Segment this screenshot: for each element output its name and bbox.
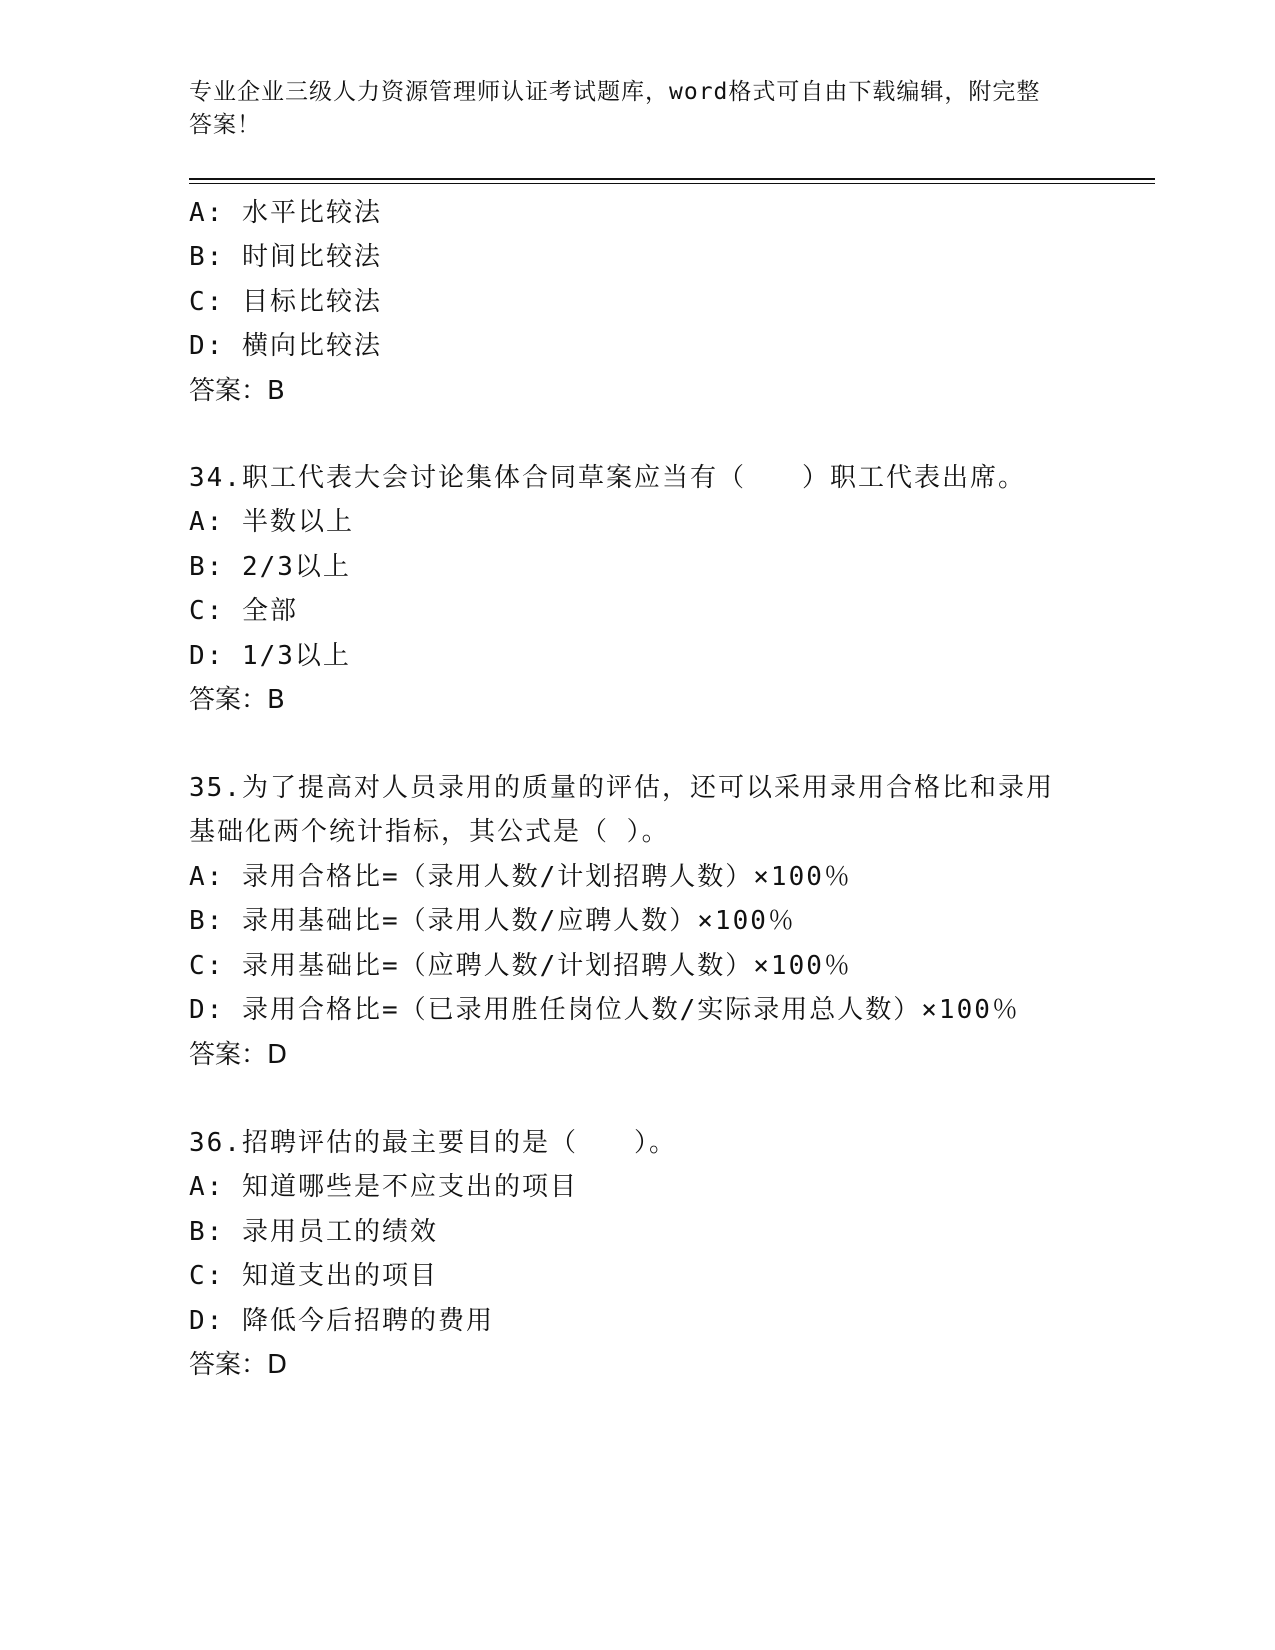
q34-option-b: B: 2/3以上 xyxy=(189,552,351,582)
q36-option-a: A: 知道哪些是不应支出的项目 xyxy=(189,1172,578,1202)
q34-option-c: C: 全部 xyxy=(189,596,298,626)
q36-stem: 36.招聘评估的最主要目的是（ ）。 xyxy=(189,1128,677,1158)
q35-option-c: C: 录用基础比=（应聘人数/计划招聘人数）×100％ xyxy=(189,951,852,981)
q33-option-c: C: 目标比较法 xyxy=(189,287,382,317)
q36-option-d: D: 降低今后招聘的费用 xyxy=(189,1306,494,1336)
document-header xyxy=(189,76,1089,142)
q35-option-b: B: 录用基础比=（录用人数/应聘人数）×100％ xyxy=(189,906,796,936)
q36-option-c: C: 知道支出的项目 xyxy=(189,1261,438,1291)
q33-option-a: A: 水平比较法 xyxy=(189,198,382,228)
header-line-2: 答案！ xyxy=(189,112,261,138)
q34-stem: 34.职工代表大会讨论集体合同草案应当有（ ）职工代表出席。 xyxy=(189,463,1026,493)
q33-option-b: B: 时间比较法 xyxy=(189,242,382,272)
q34-option-d: D: 1/3以上 xyxy=(189,641,351,671)
header-line-1: 专业企业三级人力资源管理师认证考试题库，word格式可自由下载编辑，附完整 xyxy=(189,79,1041,105)
q33-answer: 答案：B xyxy=(189,376,285,406)
q34-answer: 答案：B xyxy=(189,685,285,715)
q36-answer: 答案：D xyxy=(189,1350,288,1380)
q35-answer: 答案：D xyxy=(189,1040,288,1070)
q34-option-a: A: 半数以上 xyxy=(189,507,354,537)
q35-option-d: D: 录用合格比=（已录用胜任岗位人数/实际录用总人数）×100％ xyxy=(189,995,1020,1025)
header-rule-thin xyxy=(189,183,1155,184)
q36-option-b: B: 录用员工的绩效 xyxy=(189,1217,438,1247)
q35-option-a: A: 录用合格比=（录用人数/计划招聘人数）×100％ xyxy=(189,862,852,892)
q35-stem-line-2: 基础化两个统计指标，其公式是（ ）。 xyxy=(189,817,670,847)
q33-option-d: D: 横向比较法 xyxy=(189,331,382,361)
header-rule-thick xyxy=(189,178,1155,180)
q35-stem-line-1: 35.为了提高对人员录用的质量的评估，还可以采用录用合格比和录用 xyxy=(189,773,1054,803)
